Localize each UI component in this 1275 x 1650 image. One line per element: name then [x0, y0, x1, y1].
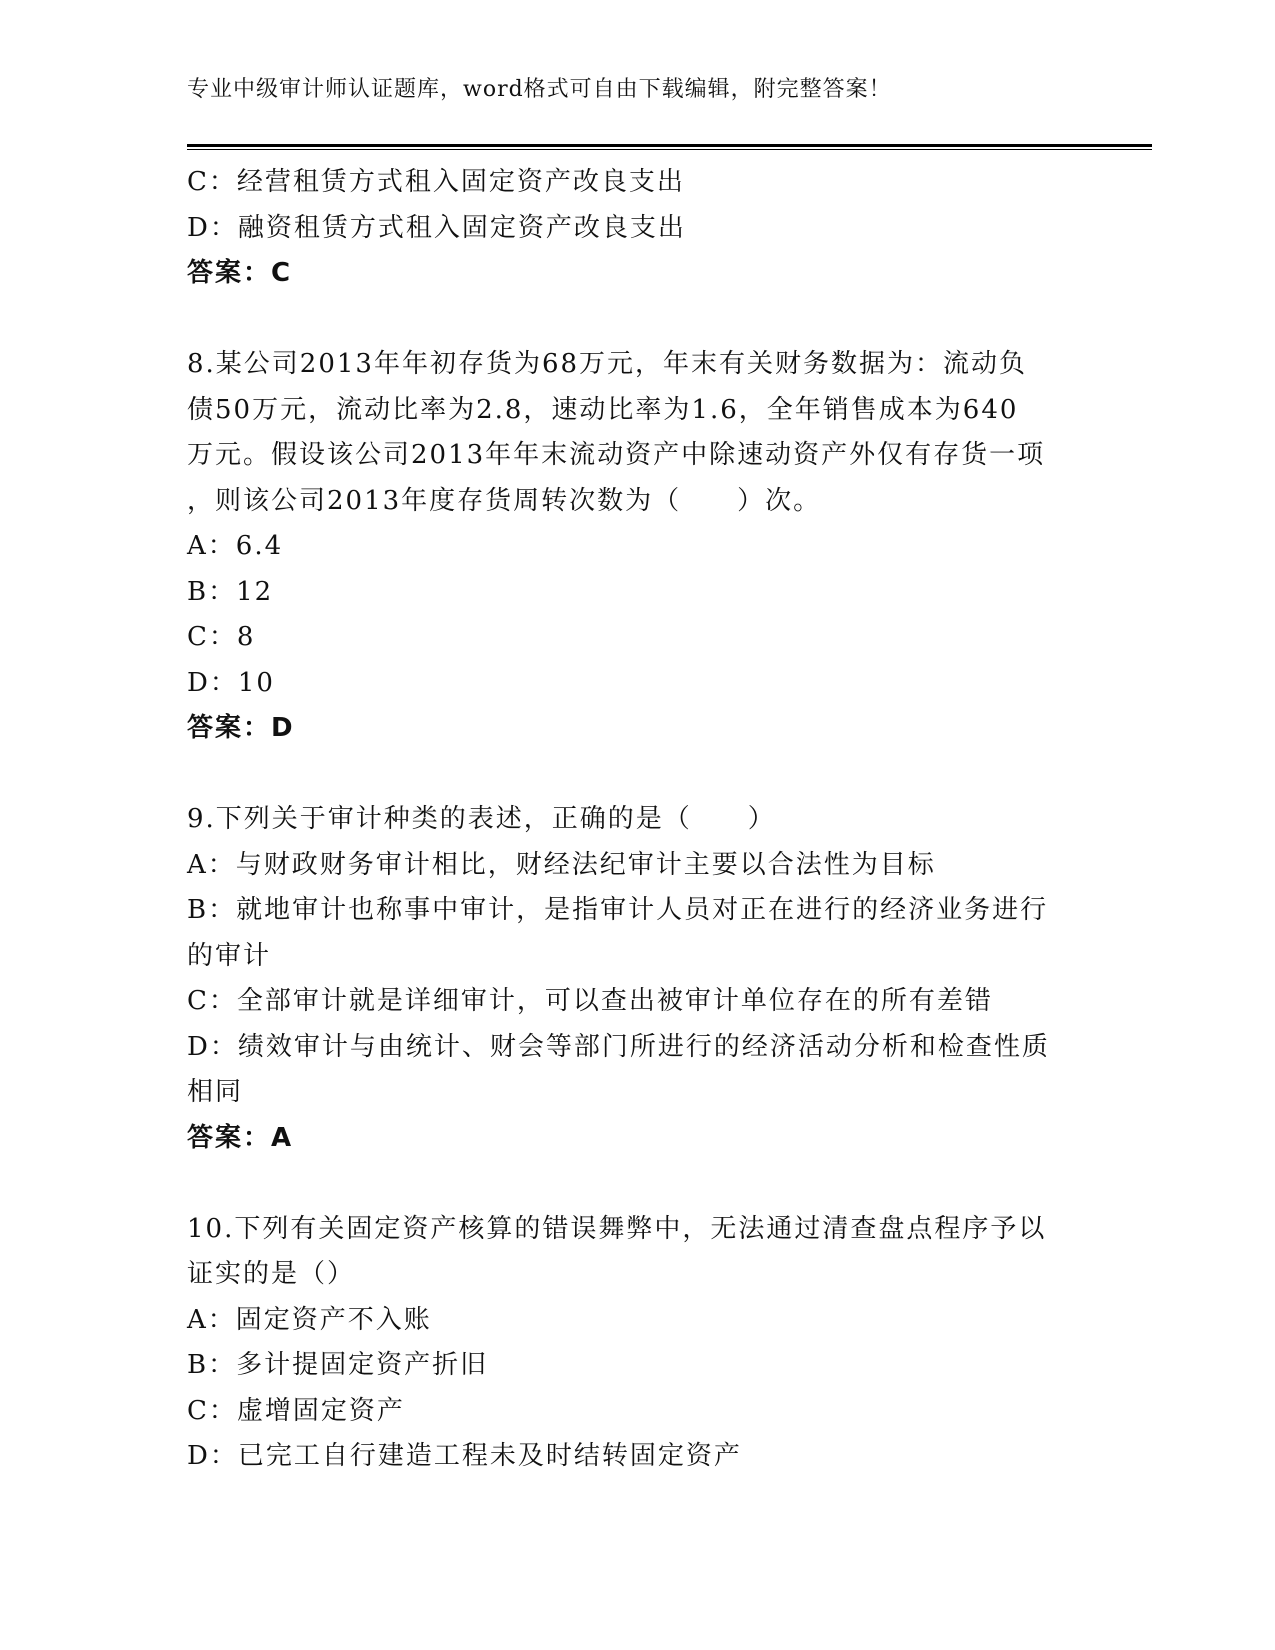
question-10-line-1: 10.下列有关固定资产核算的错误舞弊中，无法通过清查盘点程序予以: [187, 1213, 1047, 1244]
option-d-continued: 相同: [187, 1077, 244, 1107]
option-b-continued: 的审计: [187, 940, 272, 971]
option-a: A：固定资产不入账: [187, 1304, 432, 1335]
option-a: A：6.4: [187, 531, 284, 561]
option-c: C：8: [187, 622, 256, 652]
question-8-line-3: 万元。假设该公司2013年年末流动资产中除速动资产外仅有存货一项: [187, 440, 1046, 470]
answer: 答案：A: [187, 1122, 294, 1153]
option-d: D：绩效审计与由统计、财会等部门所进行的经济活动分析和检查性质: [187, 1031, 1050, 1062]
spacer: [187, 1161, 1087, 1207]
question-10-line-2: 证实的是（）: [187, 1259, 356, 1289]
page-header: 专业中级审计师认证题库，word格式可自由下载编辑，附完整答案！: [187, 77, 892, 102]
option-c: C：经营租赁方式租入固定资产改良支出: [187, 167, 685, 197]
option-d: D：10: [187, 667, 275, 698]
spacer: [187, 752, 1087, 798]
option-d: D：融资租赁方式租入固定资产改良支出: [187, 212, 686, 243]
answer: 答案：D: [187, 713, 295, 743]
option-b: B：12: [187, 576, 274, 607]
question-8-line-2: 债50万元，流动比率为2.8，速动比率为1.6，全年销售成本为640: [187, 394, 1019, 425]
question-9-line-1: 9.下列关于审计种类的表述，正确的是（ ）: [187, 804, 776, 834]
option-c: C：全部审计就是详细审计，可以查出被审计单位存在的所有差错: [187, 986, 993, 1016]
option-b: B：多计提固定资产折旧: [187, 1350, 489, 1380]
question-content: [187, 160, 1087, 1480]
header-divider: [187, 144, 1152, 150]
question-8-line-1: 8.某公司2013年年初存货为68万元，年末有关财务数据为：流动负: [187, 349, 1028, 379]
option-c: C：虚增固定资产: [187, 1395, 405, 1426]
answer: 答案：C: [187, 258, 293, 288]
question-8-line-4: ，则该公司2013年度存货周转次数为（ ）次。: [187, 485, 822, 516]
option-d: D：已完工自行建造工程未及时结转固定资产: [187, 1441, 742, 1471]
option-b: B：就地审计也称事中审计，是指审计人员对正在进行的经济业务进行: [187, 895, 1049, 925]
option-a: A：与财政财务审计相比，财经法纪审计主要以合法性为目标: [187, 849, 936, 880]
spacer: [187, 297, 1087, 343]
